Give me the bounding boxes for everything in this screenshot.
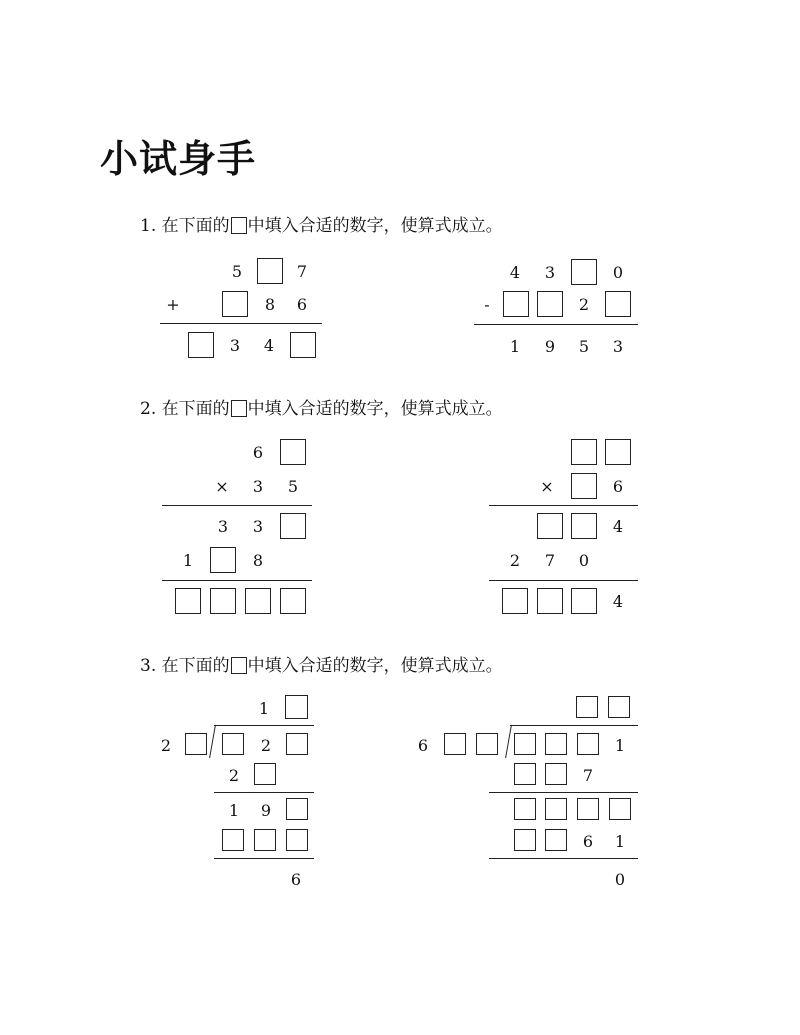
- blank-box[interactable]: [175, 588, 201, 614]
- times-sign: ×: [540, 476, 554, 496]
- times-sign: ×: [215, 476, 229, 496]
- quotient-digit: 1: [258, 698, 270, 718]
- digit: 7: [544, 550, 556, 570]
- blank-box[interactable]: [571, 473, 597, 499]
- blank-box[interactable]: [222, 733, 244, 755]
- blank-box[interactable]: [503, 291, 529, 317]
- instruction-text-after: 中填入合适的数字，使算式成立。: [247, 399, 503, 419]
- division-bar: [214, 725, 314, 726]
- digit: 2: [578, 294, 590, 314]
- digit: 3: [544, 262, 556, 282]
- digit: 3: [252, 516, 264, 536]
- product-line: [162, 580, 312, 581]
- blank-box-icon: [231, 217, 247, 234]
- digit: 3: [612, 336, 624, 356]
- product-line: [489, 505, 638, 506]
- instruction-text-before: 在下面的: [161, 656, 230, 676]
- instruction-2: [140, 394, 503, 419]
- blank-box[interactable]: [222, 291, 248, 317]
- minus-sign: -: [484, 294, 490, 314]
- instruction-text-before: 在下面的: [161, 216, 230, 236]
- digit: 4: [612, 591, 624, 611]
- instruction-text-before: 在下面的: [161, 399, 230, 419]
- digit: 2: [509, 550, 521, 570]
- blank-box[interactable]: [254, 829, 276, 851]
- blank-box[interactable]: [545, 829, 567, 851]
- blank-box[interactable]: [444, 733, 466, 755]
- step-line: [214, 792, 314, 793]
- division-bracket: [505, 725, 512, 758]
- step-line: [214, 858, 314, 859]
- blank-box[interactable]: [185, 733, 207, 755]
- instruction-number: 3.: [140, 656, 157, 676]
- digit: 2: [228, 765, 240, 785]
- blank-box[interactable]: [577, 733, 599, 755]
- digit: 9: [260, 800, 272, 820]
- digit: 4: [509, 262, 521, 282]
- instruction-number: 2.: [140, 399, 157, 419]
- division-bracket: [209, 725, 216, 758]
- digit: 1: [509, 336, 521, 356]
- remainder: 0: [614, 869, 626, 889]
- blank-box[interactable]: [502, 588, 528, 614]
- sum-line: [160, 323, 322, 324]
- plus-sign: +: [166, 294, 180, 314]
- blank-box[interactable]: [571, 588, 597, 614]
- blank-box[interactable]: [245, 588, 271, 614]
- blank-box[interactable]: [210, 547, 236, 573]
- instruction-3: [140, 651, 503, 676]
- blank-box-icon: [231, 657, 247, 674]
- step-line: [489, 858, 638, 859]
- step-line: [489, 792, 638, 793]
- blank-box[interactable]: [608, 696, 630, 718]
- instruction-1: [140, 211, 503, 236]
- digit: 3: [229, 335, 241, 355]
- blank-box[interactable]: [571, 259, 597, 285]
- blank-box[interactable]: [257, 258, 283, 284]
- digit: 1: [614, 735, 626, 755]
- digit: 6: [612, 476, 624, 496]
- blank-box[interactable]: [290, 332, 316, 358]
- digit: 4: [612, 516, 624, 536]
- blank-box[interactable]: [286, 829, 308, 851]
- blank-box[interactable]: [577, 798, 599, 820]
- digit: 3: [252, 476, 264, 496]
- blank-box[interactable]: [286, 733, 308, 755]
- blank-box[interactable]: [571, 513, 597, 539]
- blank-box[interactable]: [545, 733, 567, 755]
- digit: 6: [252, 442, 264, 462]
- blank-box[interactable]: [514, 829, 536, 851]
- blank-box[interactable]: [537, 513, 563, 539]
- product-line: [162, 505, 312, 506]
- blank-box[interactable]: [280, 513, 306, 539]
- digit: 3: [217, 516, 229, 536]
- digit: 7: [296, 261, 308, 281]
- blank-box[interactable]: [280, 439, 306, 465]
- divisor-digit: 2: [160, 735, 172, 755]
- blank-box[interactable]: [514, 798, 536, 820]
- digit: 5: [287, 476, 299, 496]
- blank-box[interactable]: [537, 588, 563, 614]
- blank-box[interactable]: [605, 439, 631, 465]
- remainder: 6: [290, 869, 302, 889]
- digit: 0: [578, 550, 590, 570]
- blank-box[interactable]: [571, 439, 597, 465]
- digit: 1: [228, 800, 240, 820]
- digit: 8: [264, 294, 276, 314]
- blank-box[interactable]: [188, 332, 214, 358]
- blank-box[interactable]: [514, 763, 536, 785]
- division-bar: [510, 725, 638, 726]
- digit: 6: [582, 831, 594, 851]
- digit: 5: [231, 261, 243, 281]
- product-line: [489, 580, 638, 581]
- digit: 5: [578, 336, 590, 356]
- instruction-number: 1.: [140, 216, 157, 236]
- instruction-text-after: 中填入合适的数字，使算式成立。: [247, 656, 503, 676]
- blank-box[interactable]: [514, 733, 536, 755]
- digit: 2: [260, 735, 272, 755]
- page-title: 小试身手: [100, 137, 257, 181]
- blank-box[interactable]: [545, 763, 567, 785]
- blank-box[interactable]: [285, 695, 308, 719]
- blank-box[interactable]: [545, 798, 567, 820]
- blank-box[interactable]: [280, 588, 306, 614]
- digit: 0: [612, 262, 624, 282]
- blank-box[interactable]: [286, 798, 308, 820]
- blank-box[interactable]: [254, 763, 276, 785]
- blank-box[interactable]: [210, 588, 236, 614]
- digit: 6: [296, 294, 308, 314]
- blank-box[interactable]: [605, 291, 631, 317]
- blank-box[interactable]: [576, 696, 598, 718]
- blank-box-icon: [231, 400, 247, 417]
- digit: 9: [544, 336, 556, 356]
- digit: 8: [252, 550, 264, 570]
- digit: 4: [263, 335, 275, 355]
- digit: 7: [582, 765, 594, 785]
- blank-box[interactable]: [609, 798, 631, 820]
- blank-box[interactable]: [537, 291, 563, 317]
- blank-box[interactable]: [476, 733, 498, 755]
- instruction-text-after: 中填入合适的数字，使算式成立。: [247, 216, 503, 236]
- blank-box[interactable]: [222, 829, 244, 851]
- digit: 1: [614, 831, 626, 851]
- digit: 1: [182, 550, 194, 570]
- divisor-digit: 6: [417, 735, 429, 755]
- difference-line: [474, 324, 638, 325]
